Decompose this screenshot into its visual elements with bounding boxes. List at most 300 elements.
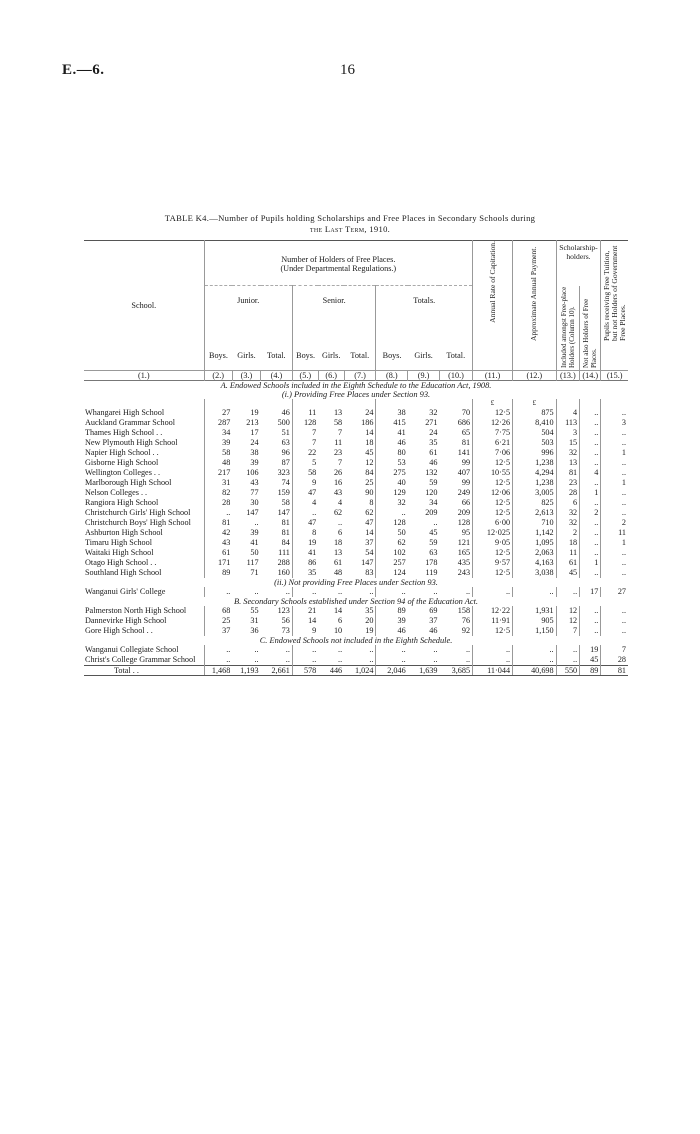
table-cell: .. <box>204 645 232 655</box>
table-cell: 1 <box>601 448 628 458</box>
table-cell: 32 <box>556 518 580 528</box>
table-cell: 51 <box>281 427 290 437</box>
table-cell: 45 <box>429 527 438 537</box>
table-cell: 123 <box>277 605 290 615</box>
table-cell: 128 <box>457 517 471 527</box>
table-cell: 41 <box>250 537 259 547</box>
school-name: Ashburton High School <box>85 527 163 537</box>
empty-cell <box>376 399 408 408</box>
school-name: Waitaki High School <box>85 547 154 557</box>
table-cell: 13 <box>333 407 343 417</box>
table-cell: 25 <box>204 616 232 626</box>
table-cell: 53 <box>376 458 408 468</box>
table-cell: 213 <box>246 417 259 427</box>
senior-header: Senior. <box>292 286 376 352</box>
table-cell: 9·57 <box>473 558 513 568</box>
table-cell: 128 <box>376 518 408 528</box>
table-cell: 46 <box>281 407 290 417</box>
table-cell: 160 <box>277 567 290 577</box>
payment-header-text: Approximate Annual Payment. <box>529 246 539 341</box>
table-row <box>84 616 628 626</box>
table-cell: 7·06 <box>473 448 513 458</box>
table-row <box>84 508 628 518</box>
table-cell: 446 <box>318 665 344 675</box>
table-cell: .. <box>376 655 408 666</box>
table-cell: .. <box>580 498 601 508</box>
table-cell: 83 <box>365 567 374 577</box>
school-name: Christchurch Boys' High School <box>85 517 191 527</box>
table-cell: 81 <box>461 437 471 447</box>
column-number: (2.) <box>204 370 232 380</box>
table-cell: 4,294 <box>513 468 557 478</box>
table-cell: 2,661 <box>261 665 293 675</box>
table-cell: 84 <box>281 537 290 547</box>
payment-header <box>513 241 557 371</box>
table-cell: 73 <box>281 625 290 635</box>
table-cell: 46 <box>376 438 408 448</box>
table-cell: 12·5 <box>473 548 513 558</box>
table-cell: 275 <box>376 468 408 478</box>
section-heading-row <box>84 380 628 390</box>
table-cell: .. <box>338 517 343 527</box>
school-name: Gore High School . . <box>85 625 153 635</box>
school-name: Wanganui Collegiate School <box>85 644 179 654</box>
table-cell: 19 <box>250 407 259 417</box>
junior-girls-header: Girls. <box>237 351 256 361</box>
table-row <box>84 538 628 548</box>
school-name: Whangarei High School <box>85 407 165 417</box>
table-cell: 1,095 <box>513 538 557 548</box>
pound-sign: £ <box>473 399 513 408</box>
table-cell: 1,238 <box>513 478 557 488</box>
table-cell: .. <box>580 418 601 428</box>
table-cell: 58 <box>292 468 318 478</box>
table-cell: 825 <box>513 498 557 508</box>
table-cell: 1,931 <box>513 606 557 616</box>
table-cell: 257 <box>376 558 408 568</box>
table-cell: 96 <box>281 447 290 457</box>
not-also-header-text: Not also Holders of Free Places. <box>582 298 599 368</box>
table-cell: 24 <box>365 407 374 417</box>
table-cell: 12·22 <box>473 606 513 616</box>
table-cell: 3,685 <box>439 665 472 675</box>
table-cell: 99 <box>461 477 471 487</box>
free-tuition-header <box>601 241 628 371</box>
table-cell: 35 <box>365 605 374 615</box>
table-cell: .. <box>473 645 513 655</box>
table-row <box>84 478 628 488</box>
table-cell: .. <box>601 428 628 438</box>
table-cell: 7 <box>292 428 318 438</box>
table-cell: .. <box>338 586 343 596</box>
table-cell: 3,038 <box>513 568 557 578</box>
table-cell: 41 <box>292 548 318 558</box>
table-cell: 209 <box>457 507 471 517</box>
table-cell: 30 <box>250 497 259 507</box>
table-cell: 86 <box>292 558 318 568</box>
table-cell: .. <box>580 408 601 418</box>
school-name: Rangiora High School <box>85 497 159 507</box>
table-cell: 710 <box>513 518 557 528</box>
table-cell: 4 <box>580 468 601 478</box>
table-cell: 45 <box>580 655 601 666</box>
table-cell: .. <box>580 606 601 616</box>
table-cell: 288 <box>277 557 290 567</box>
empty-cell <box>439 399 472 408</box>
table-cell: 2,063 <box>513 548 557 558</box>
table-cell: 99 <box>461 457 471 467</box>
table-cell: 81 <box>281 527 290 537</box>
table-cell: 11 <box>292 408 318 418</box>
table-cell: 87 <box>281 457 290 467</box>
school-name: Christ's College Grammar School <box>85 654 196 664</box>
table-cell: 34 <box>429 497 438 507</box>
table-cell: 132 <box>425 467 438 477</box>
empty-cell <box>556 399 580 408</box>
empty-cell <box>344 399 376 408</box>
table-cell: 43 <box>333 487 343 497</box>
table-cell: 9·05 <box>473 538 513 548</box>
table-row <box>84 665 628 675</box>
table-cell: 1,468 <box>204 665 232 675</box>
table-cell: 48 <box>333 567 343 577</box>
table-cell: 80 <box>376 448 408 458</box>
table-cell: .. <box>556 655 580 666</box>
table-cell: 27 <box>204 408 232 418</box>
table-cell: 1,639 <box>408 665 440 675</box>
table-cell: 81 <box>281 517 290 527</box>
capitation-header-text: Annual Rate of Capitation. <box>487 241 497 323</box>
column-number-row <box>84 370 628 380</box>
table-cell: 28 <box>556 488 580 498</box>
scholarship-holders-header: Scholarship-holders. <box>556 241 601 286</box>
table-cell: 7 <box>338 427 343 437</box>
free-tuition-header-text: Pupils receiving Free Tuition, but not Holders of Government Free Places. <box>602 245 628 341</box>
table-cell: 19 <box>365 625 374 635</box>
senior-boys-header: Boys. <box>292 351 318 370</box>
table-cell: 435 <box>457 557 471 567</box>
totals-girls-header: Girls. <box>414 351 433 361</box>
table-cell: .. <box>254 644 259 654</box>
table-cell: .. <box>601 438 628 448</box>
table-cell: 61 <box>556 558 580 568</box>
table-cell: 81 <box>601 665 628 675</box>
table-cell: 1,238 <box>513 458 557 468</box>
table-cell: 12·5 <box>473 478 513 488</box>
table-cell: .. <box>376 508 408 518</box>
table-cell: 147 <box>361 557 374 567</box>
table-cell: 89 <box>376 606 408 616</box>
table-cell: 35 <box>292 568 318 578</box>
table-cell: .. <box>204 508 232 518</box>
table-cell: .. <box>580 528 601 538</box>
table-cell: 1,150 <box>513 626 557 636</box>
empty-cell <box>601 399 628 408</box>
table-cell: 12·5 <box>473 568 513 578</box>
school-name: Dannevirke High School <box>85 615 167 625</box>
table-cell: 503 <box>513 438 557 448</box>
table-row <box>84 606 628 616</box>
table-cell: 90 <box>365 487 374 497</box>
table-cell: 92 <box>461 625 471 635</box>
table-cell: 3,005 <box>513 488 557 498</box>
table-cell: 1 <box>601 538 628 548</box>
capitation-header <box>473 241 513 371</box>
totals-boys-header: Boys. <box>376 351 408 370</box>
junior-total-header: Total. <box>266 351 286 361</box>
table-cell: 1,024 <box>344 665 376 675</box>
table-cell: 76 <box>461 615 471 625</box>
table-body <box>84 380 628 675</box>
table-cell: 24 <box>429 427 438 437</box>
table-cell: .. <box>473 587 513 597</box>
section-heading-row <box>84 636 628 645</box>
table-title-line-1: TABLE K4.—Number of Pupils holding Scholarships and Free Places in Secondary Schools during <box>164 213 536 223</box>
table-cell: 18 <box>333 537 343 547</box>
table-cell: .. <box>433 517 438 527</box>
table-cell: .. <box>580 478 601 488</box>
table-cell: 14 <box>292 616 318 626</box>
school-name: Wellington Colleges . . <box>85 467 161 477</box>
currency-unit-row <box>84 399 628 408</box>
table-cell: 2,046 <box>376 665 408 675</box>
table-cell: 17 <box>580 587 601 597</box>
table-cell: 13 <box>333 547 343 557</box>
column-number: (15.) <box>601 370 628 380</box>
table-cell: .. <box>292 645 318 655</box>
table-cell: .. <box>580 538 601 548</box>
table-cell: 6·00 <box>473 518 513 528</box>
page-reference: E.—6. <box>62 62 105 78</box>
header-row-top <box>84 241 628 286</box>
table-cell: 74 <box>281 477 290 487</box>
table-cell: 10 <box>333 625 343 635</box>
table-cell: 7·75 <box>473 428 513 438</box>
table-cell: 46 <box>429 457 438 467</box>
table-cell: 38 <box>376 408 408 418</box>
table-cell: 37 <box>429 615 438 625</box>
table-row <box>84 528 628 538</box>
empty-cell <box>318 399 344 408</box>
column-number: (1.) <box>137 370 150 380</box>
table-cell: 686 <box>457 417 471 427</box>
empty-cell <box>292 399 318 408</box>
table-cell: .. <box>513 645 557 655</box>
scholarship-table <box>84 240 628 676</box>
table-cell: .. <box>601 508 628 518</box>
table-cell: 89 <box>580 665 601 675</box>
table-cell: 68 <box>204 606 232 616</box>
column-number: (8.) <box>376 370 408 380</box>
table-cell: 11 <box>556 548 580 558</box>
table-cell: .. <box>601 468 628 478</box>
table-cell: 106 <box>246 467 259 477</box>
table-cell: 147 <box>246 507 259 517</box>
table-cell: .. <box>601 408 628 418</box>
table-cell: .. <box>580 568 601 578</box>
table-cell: 32 <box>556 448 580 458</box>
column-number: (13.) <box>556 370 580 380</box>
table-cell: .. <box>369 644 374 654</box>
table-cell: 46 <box>429 625 438 635</box>
table-cell: 113 <box>556 418 580 428</box>
table-cell: 81 <box>556 468 580 478</box>
table-cell: 550 <box>556 665 580 675</box>
table-cell: 171 <box>204 558 232 568</box>
table-cell: 22 <box>292 448 318 458</box>
table-cell: .. <box>473 655 513 666</box>
senior-total-header: Total. <box>350 351 370 361</box>
table-cell: 61 <box>429 447 438 457</box>
table-cell: 8,410 <box>513 418 557 428</box>
table-cell: .. <box>292 587 318 597</box>
table-cell: 63 <box>429 547 438 557</box>
table-cell: .. <box>601 616 628 626</box>
column-number: (10.) <box>439 370 472 380</box>
table-cell: .. <box>580 438 601 448</box>
table-cell: .. <box>254 586 259 596</box>
table-row <box>84 587 628 597</box>
table-cell: 45 <box>365 447 374 457</box>
table-cell: 50 <box>250 547 259 557</box>
table-cell: 407 <box>457 467 471 477</box>
table-cell: 41 <box>376 428 408 438</box>
section-heading-row <box>84 578 628 587</box>
table-cell: .. <box>580 616 601 626</box>
table-cell: 12·025 <box>473 528 513 538</box>
school-name: Total . . <box>84 665 204 675</box>
column-number: (7.) <box>344 370 376 380</box>
table-cell: .. <box>580 518 601 528</box>
school-header: School. <box>131 300 157 310</box>
table-cell: 158 <box>457 605 471 615</box>
table-cell: 35 <box>429 437 438 447</box>
table-cell: 5 <box>292 458 318 468</box>
table-cell: .. <box>338 644 343 654</box>
table-cell: 59 <box>429 477 438 487</box>
table-cell: .. <box>513 587 557 597</box>
table-cell: 12 <box>556 616 580 626</box>
table-row <box>84 448 628 458</box>
table-cell: 12·5 <box>473 508 513 518</box>
table-row <box>84 518 628 528</box>
table-cell: .. <box>465 654 471 664</box>
table-cell: 14 <box>365 427 374 437</box>
table-cell: 65 <box>461 427 471 437</box>
table-cell: 3 <box>556 428 580 438</box>
included-header-text: Included amongst Free-place Holders (Column 10). <box>559 286 576 368</box>
table-row <box>84 655 628 666</box>
school-name: Southland High School <box>85 567 162 577</box>
school-name: New Plymouth High School <box>85 437 178 447</box>
table-cell: 2 <box>580 508 601 518</box>
table-row <box>84 498 628 508</box>
table-cell: .. <box>433 586 438 596</box>
table-cell: .. <box>285 644 290 654</box>
table-cell: 4 <box>556 408 580 418</box>
table-cell: 11 <box>334 437 343 447</box>
table-cell: 28 <box>601 655 628 666</box>
table-cell: 27 <box>601 587 628 597</box>
table-cell: .. <box>601 558 628 568</box>
table-cell: 12·5 <box>473 458 513 468</box>
table-cell: .. <box>254 654 259 664</box>
empty-cell <box>261 399 293 408</box>
table-cell: 39 <box>250 457 259 467</box>
table-cell: 119 <box>425 567 438 577</box>
table-cell: 9 <box>292 626 318 636</box>
table-cell: .. <box>433 644 438 654</box>
table-cell: 39 <box>204 438 232 448</box>
table-cell: .. <box>338 654 343 664</box>
section-heading: B. Secondary Schools established under Section 94 of the Education Act. <box>233 596 479 606</box>
table-cell: 7 <box>556 626 580 636</box>
column-number: (3.) <box>232 370 260 380</box>
table-cell: 117 <box>246 557 259 567</box>
table-cell: 12·26 <box>473 418 513 428</box>
table-cell: 43 <box>250 477 259 487</box>
table-cell: 8 <box>369 497 374 507</box>
table-cell: 11 <box>601 528 628 538</box>
school-name: Wanganui Girls' College <box>85 586 166 596</box>
table-cell: 7 <box>292 438 318 448</box>
table-cell: 17 <box>250 427 259 437</box>
table-cell: 6·21 <box>473 438 513 448</box>
table-cell: 58 <box>204 448 232 458</box>
table-cell: 186 <box>361 417 374 427</box>
table-cell: 504 <box>513 428 557 438</box>
table-cell: .. <box>580 458 601 468</box>
table-cell: 25 <box>365 477 374 487</box>
holders-group-subtitle: (Under Departmental Regulations.) <box>280 264 397 273</box>
table-cell: 84 <box>365 467 374 477</box>
table-cell: 8 <box>292 528 318 538</box>
table-cell: 1,193 <box>232 665 260 675</box>
senior-girls-header: Girls. <box>321 351 341 361</box>
table-cell: 50 <box>376 528 408 538</box>
table-cell: 37 <box>365 537 374 547</box>
table-cell: 66 <box>461 497 471 507</box>
table-cell: .. <box>601 548 628 558</box>
table-cell: 54 <box>365 547 374 557</box>
table-cell: 9 <box>292 478 318 488</box>
table-cell: 39 <box>250 527 259 537</box>
table-cell: 70 <box>461 407 471 417</box>
school-name: Otago High School . . <box>85 557 157 567</box>
table-cell: .. <box>601 498 628 508</box>
table-cell: 77 <box>250 487 259 497</box>
table-cell: 12·5 <box>473 498 513 508</box>
table-cell: .. <box>292 655 318 666</box>
table-cell: 55 <box>250 605 259 615</box>
school-name: Auckland Grammar School <box>85 417 176 427</box>
table-cell: 39 <box>376 616 408 626</box>
table-cell: 62 <box>333 507 343 517</box>
table-cell: 24 <box>250 437 259 447</box>
table-cell: .. <box>292 508 318 518</box>
table-cell: 43 <box>204 538 232 548</box>
table-cell: 271 <box>425 417 438 427</box>
table-cell: 165 <box>457 547 471 557</box>
pound-sign: £ <box>513 399 557 408</box>
table-cell: 12·06 <box>473 488 513 498</box>
table-cell: .. <box>369 586 374 596</box>
table-cell: 13 <box>556 458 580 468</box>
school-name: Gisborne High School <box>85 457 159 467</box>
table-cell: 23 <box>333 447 343 457</box>
table-cell: 124 <box>376 568 408 578</box>
table-cell: 36 <box>250 625 259 635</box>
